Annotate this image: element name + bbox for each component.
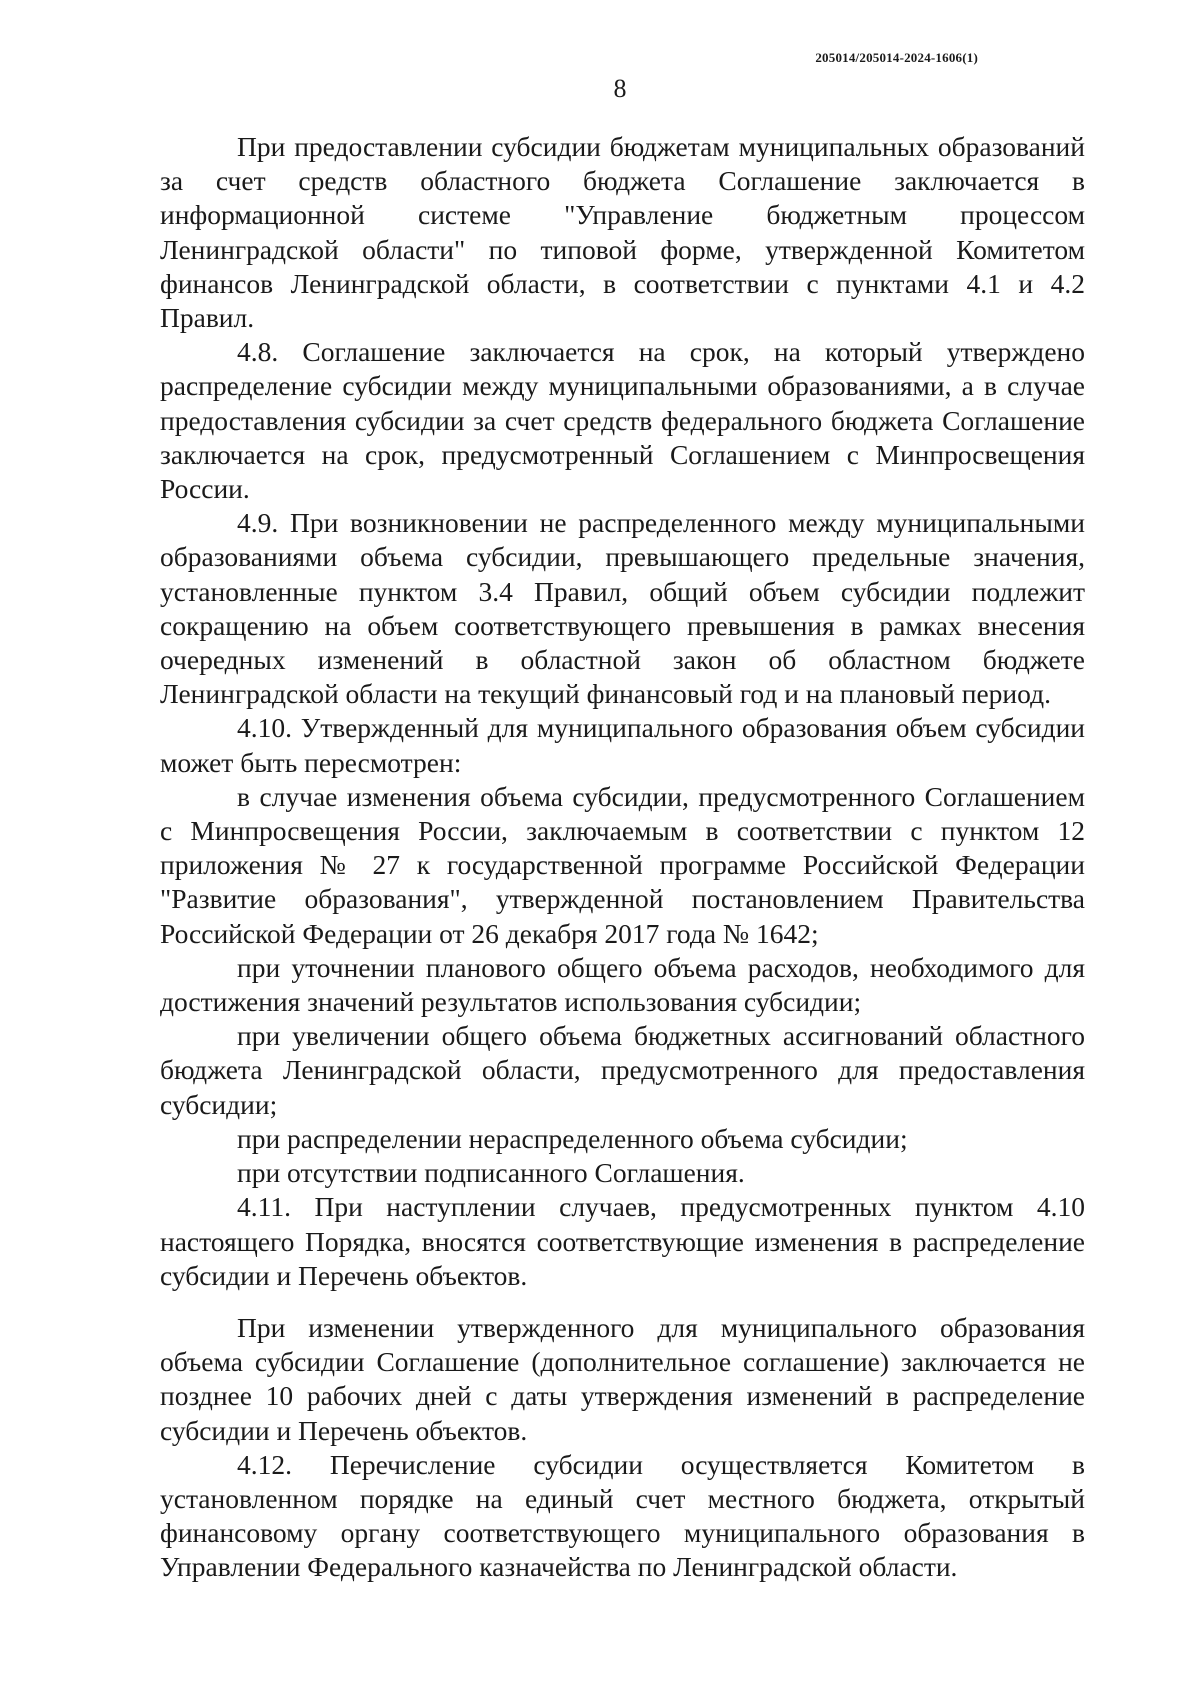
paragraph-4-10-item-2: при уточнении планового общего объема расходов, необходимого для достижения значений результатов использования субсидии; — [160, 951, 1085, 1018]
paragraph-subsidy-agreement-system: При предоставлении субсидии бюджетам муниципальных образований за счет средств областного бюджета Соглашение заключается в информационной системе "Управление бюджетным процессом Ленинградской области" по типовой форме, утвержденной Комитетом финансов Ленинградской области, в соответствии с пунктами 4.1 и 4.2 Правил. — [160, 131, 1085, 334]
paragraph-4-10-item-1: в случае изменения объема субсидии, предусмотренного Соглашением с Минпросвещения России, заключаемым в соответствии с пунктом 12 приложения № 27 к государственной программе Российской Федерации "Развитие образования", утвержденной постановлением Правительства Российской Федерации от 26 декабря 2017 года № 1642; — [160, 780, 1085, 949]
paragraph-4-11-amendment: При изменении утвержденного для муниципального образования объема субсидии Соглашение (дополнительное соглашение) заключается не позднее 10 рабочих дней с даты утверждения изменений в распределение субсидии и Перечень объектов. — [160, 1311, 1085, 1446]
page-number: 8 — [613, 74, 627, 103]
paragraph-4-10-item-4: при распределении нераспределенного объема субсидии; — [237, 1122, 908, 1154]
paragraph-4-10: 4.10. Утвержденный для муниципального образования объем субсидии может быть пересмотрен: — [160, 712, 1085, 778]
document-id: 205014/205014-2024-1606(1) — [815, 50, 978, 65]
paragraph-4-10-item-5: при отсутствии подписанного Соглашения. — [237, 1157, 745, 1189]
paragraph-4-9: 4.9. При возникновении не распределенного между муниципальными образованиями объема субсидии, превышающего предельные значения, установленные пунктом 3.4 Правил, общий объем субсидии подлежит сокращению на объем соответствующего превышения в рамках внесения очередных изменений в областной закон об областном бюджете Ленинградской области на текущий финансовый год и на плановый период. — [160, 507, 1085, 710]
paragraph-4-8: 4.8. Соглашение заключается на срок, на который утверждено распределение субсидии между муниципальными образованиями, а в случае предоставления субсидии за счет средств федерального бюджета Соглашение заключается на срок, предусмотренный Соглашением с Минпросвещения России. — [160, 336, 1085, 505]
paragraph-4-10-item-3: при увеличении общего объема бюджетных ассигнований областного бюджета Ленинградской области, предусмотренного для предоставления субсидии; — [160, 1020, 1085, 1120]
paragraph-4-12: 4.12. Перечисление субсидии осуществляется Комитетом в установленном порядке на единый счет местного бюджета, открытый финансовому органу соответствующего муниципального образования в Управлении Федерального казначейства по Ленинградской области. — [160, 1448, 1085, 1583]
document-body — [160, 130, 1085, 1585]
paragraph-4-11: 4.11. При наступлении случаев, предусмотренных пунктом 4.10 настоящего Порядка, вносятся соответствующие изменения в распределение субсидии и Перечень объектов. — [160, 1191, 1085, 1291]
